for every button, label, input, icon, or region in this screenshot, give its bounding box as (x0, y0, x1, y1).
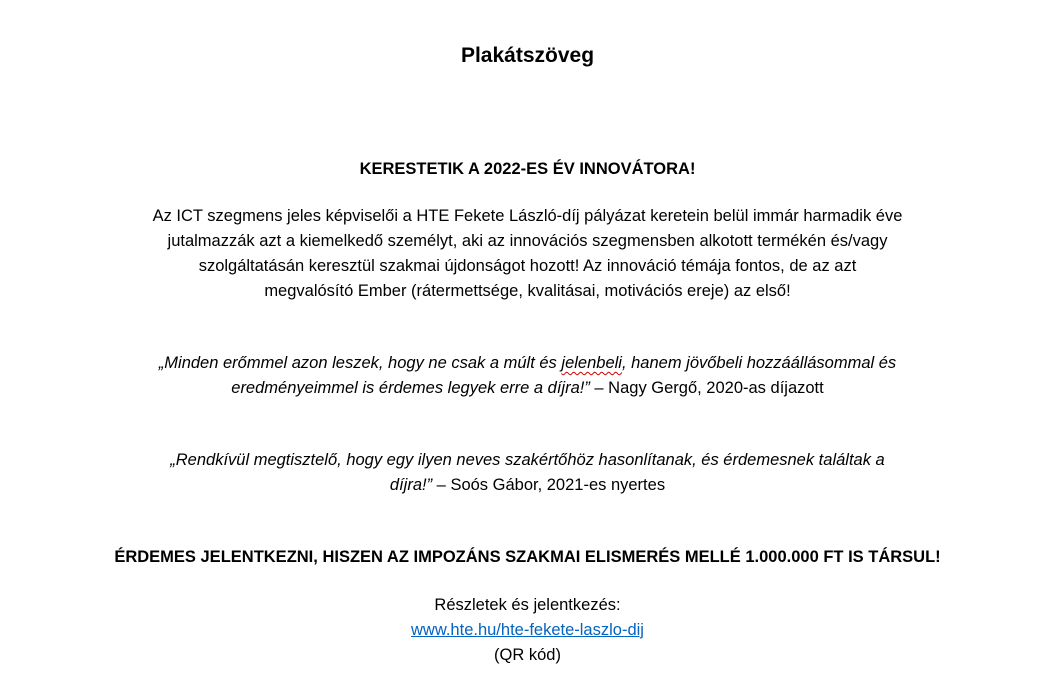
body-line: megvalósító Ember (rátermettsége, kvalitásai, motivációs ereje) az első! (264, 282, 791, 300)
details-link-line (0, 621, 1055, 640)
poster-heading: KERESTETIK A 2022-ES ÉV INNOVÁTORA! (359, 160, 696, 178)
quote-soos-line-1: „Rendkívül megtisztelő, hogy egy ilyen neves szakértőhöz hasonlítanak, és érdemesnek találtak a (170, 451, 885, 469)
qr-code-note: (QR kód) (494, 646, 561, 664)
body-line: Az ICT szegmens jeles képviselői a HTE Fekete László-díj pályázat keretein belül immár harmadik éve (152, 207, 903, 225)
body-line: szolgáltatásán keresztül szakmai újdonságot hozott! Az innováció témája fontos, de az azt (198, 257, 857, 275)
quote-nagy-line-2 (0, 379, 1055, 398)
details-label: Részletek és jelentkezés: (434, 596, 621, 614)
spellcheck-flagged-word[interactable]: jelenbeli (561, 354, 622, 372)
quote-text: , hanem jövőbeli hozzáállásommal és (621, 354, 897, 372)
call-to-action: ÉRDEMES JELENTKEZNI, HISZEN AZ IMPOZÁNS SZAKMAI ELISMERÉS MELLÉ 1.000.000 FT IS TÁRSUL! (114, 548, 941, 566)
quote-nagy-line-1 (0, 354, 1055, 373)
quote-attribution: – Nagy Gergő, 2020-as díjazott (589, 379, 824, 397)
document-title: Plakátszöveg (460, 44, 595, 67)
quote-text: díjra!” (389, 476, 433, 494)
quote-text: „Minden erőmmel azon leszek, hogy ne csak a múlt és (158, 354, 562, 372)
details-link[interactable]: www.hte.hu/hte-fekete-laszlo-dij (411, 621, 644, 639)
quote-soos-line-2 (0, 476, 1055, 495)
quote-attribution: – Soós Gábor, 2021-es nyertes (432, 476, 666, 494)
quote-text: eredményeimmel is érdemes legyek erre a díjra!” (231, 379, 590, 397)
body-line: jutalmazzák azt a kiemelkedő személyt, aki az innovációs szegmensben alkotott termékén és/vagy (167, 232, 888, 250)
